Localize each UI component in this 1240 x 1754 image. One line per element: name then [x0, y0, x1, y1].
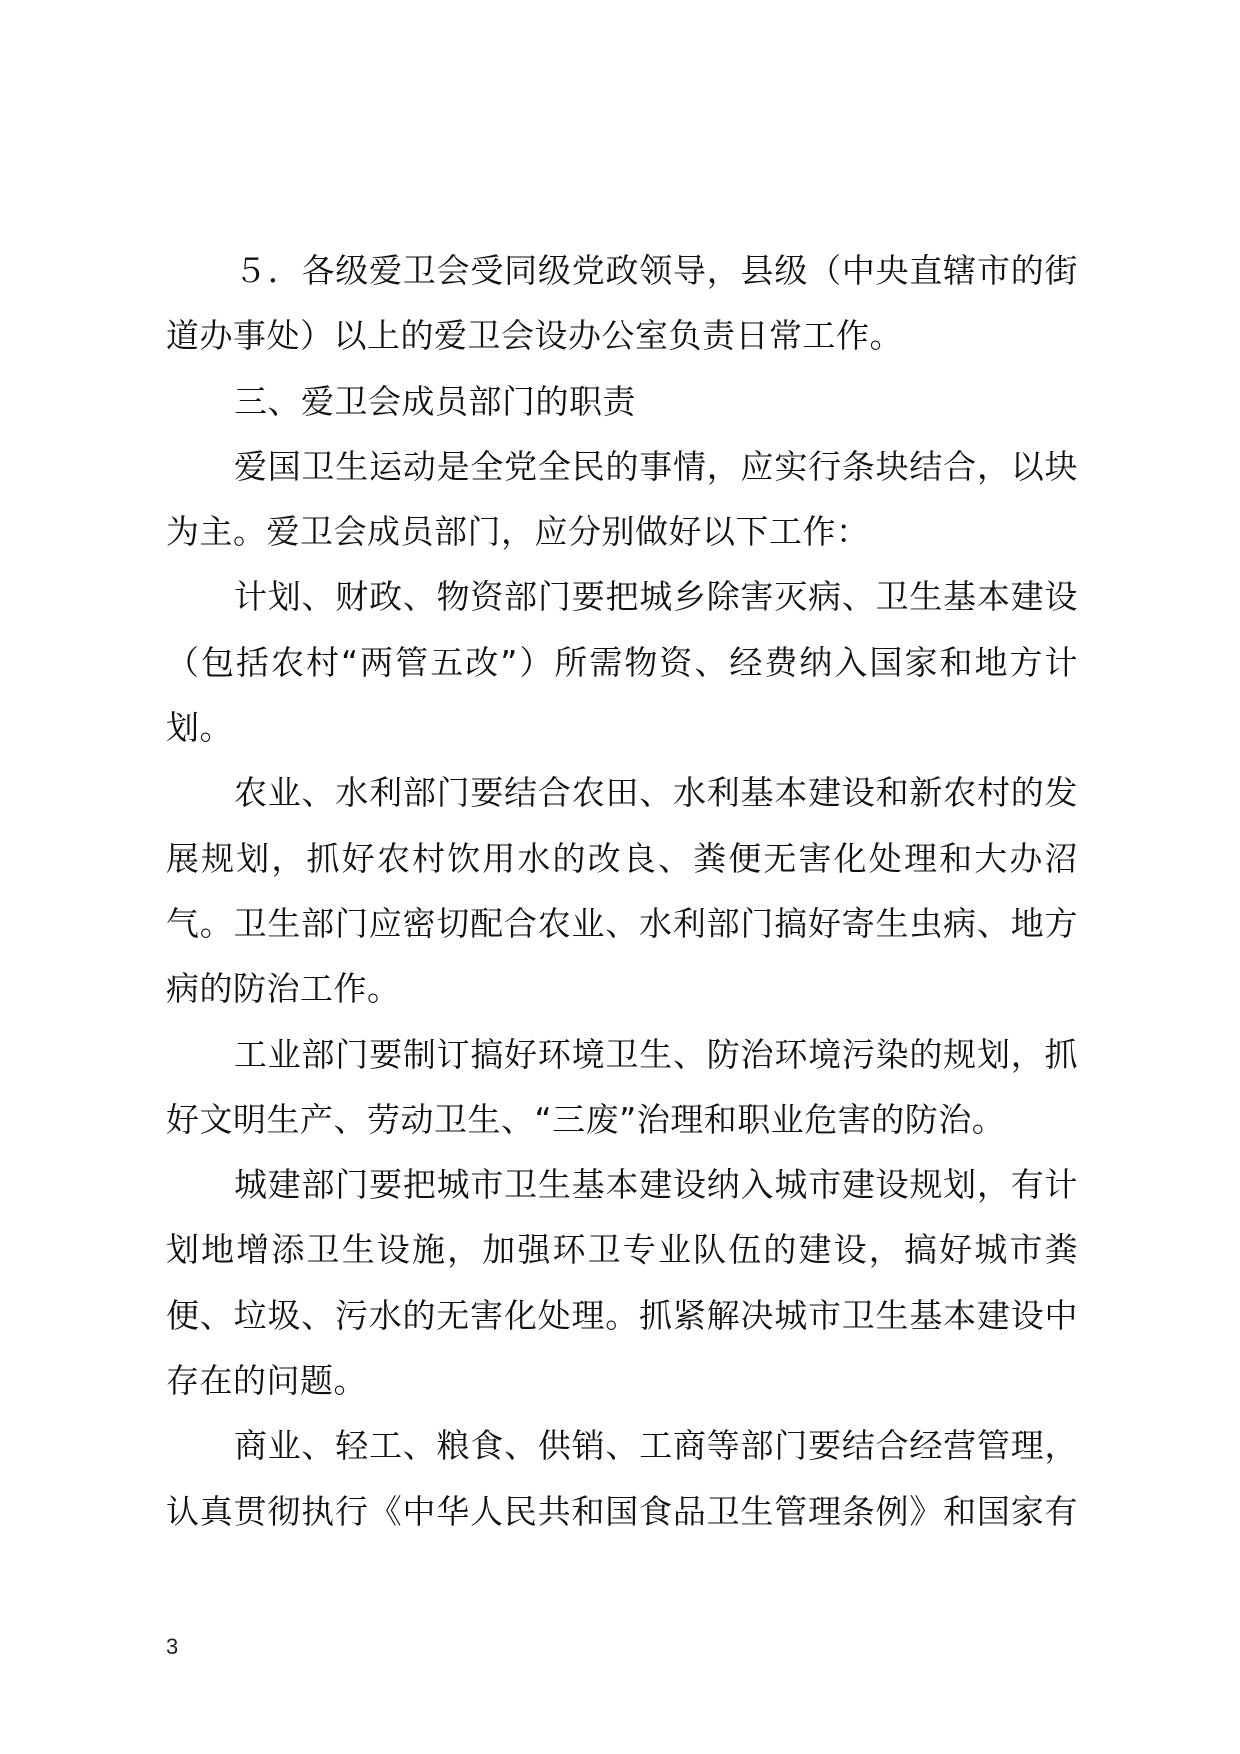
page-number: 3 — [166, 1634, 179, 1659]
paragraph-line: 计划、财政、物资部门要把城乡除害灭病、卫生基本建设 — [234, 577, 1078, 617]
paragraph-line: 便、垃圾、污水的无害化处理。抓紧解决城市卫生基本建设中 — [166, 1295, 1078, 1335]
paragraph-line: 爱国卫生运动是全党全民的事情，应实行条块结合，以块 — [234, 446, 1078, 486]
paragraph-line: ５．各级爱卫会受同级党政领导，县级（中央直辖市的街 — [234, 251, 1078, 290]
paragraph-line: 农业、水利部门要结合农田、水利基本建设和新农村的发 — [234, 773, 1078, 813]
paragraph-line: 好文明生产、劳动卫生、“三废”治理和职业危害的防治。 — [166, 1099, 1006, 1139]
paragraph-line: 城建部门要把城市卫生基本建设纳入城市建设规划，有计 — [234, 1165, 1078, 1205]
paragraph-line: 气。卫生部门应密切配合农业、水利部门搞好寄生虫病、地方 — [166, 903, 1078, 943]
paragraph-line: 展规划，抓好农村饮用水的改良、粪便无害化处理和大办沼 — [166, 838, 1078, 878]
paragraph-line: （包括农村“两管五改”）所需物资、经费纳入国家和地方计 — [166, 642, 1078, 682]
paragraph-line: 病的防治工作。 — [166, 969, 401, 1009]
paragraph-line: 为主。爱卫会成员部门，应分别做好以下工作： — [166, 512, 870, 552]
section-heading: 三、爱卫会成员部门的职责 — [234, 381, 636, 421]
paragraph-line: 划。 — [166, 708, 233, 748]
document-body — [166, 238, 1078, 1544]
paragraph-line: 认真贯彻执行《中华人民共和国食品卫生管理条例》和国家有 — [166, 1491, 1078, 1531]
paragraph-line: 道办事处）以上的爱卫会设办公室负责日常工作。 — [166, 316, 903, 356]
paragraph-line: 商业、轻工、粮食、供销、工商等部门要结合经营管理， — [234, 1426, 1078, 1466]
paragraph-line: 存在的问题。 — [166, 1361, 367, 1401]
paragraph-line: 划地增添卫生设施，加强环卫专业队伍的建设，搞好城市粪 — [166, 1230, 1078, 1270]
paragraph-line: 工业部门要制订搞好环境卫生、防治环境污染的规划，抓 — [234, 1034, 1078, 1074]
